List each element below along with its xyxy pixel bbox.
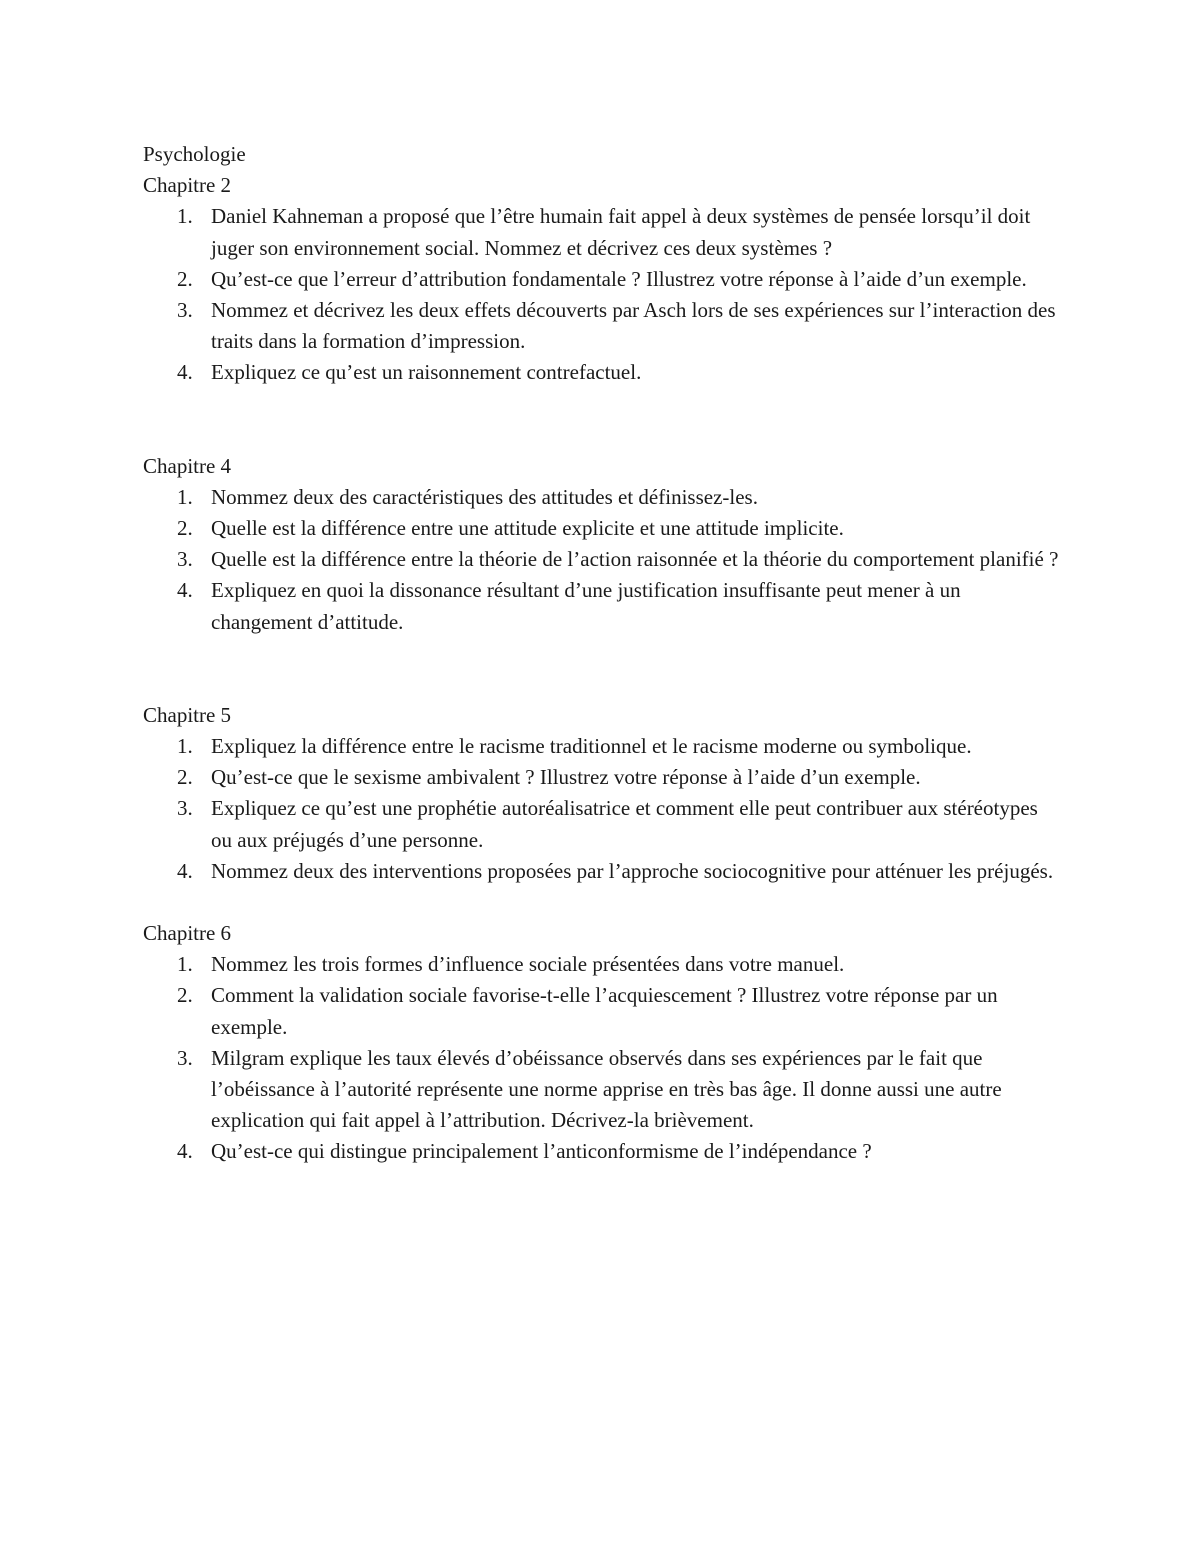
list-item <box>143 295 1063 357</box>
question-text: Quelle est la différence entre une attitude explicite et une attitude implicite. <box>211 516 844 541</box>
section-heading: Chapitre 6 <box>143 921 232 946</box>
list-item <box>143 1043 1063 1137</box>
question-number: 4. <box>177 1139 193 1164</box>
question-list <box>143 201 1063 388</box>
list-item <box>143 575 1063 637</box>
section-chapitre-2 <box>143 170 1063 388</box>
question-text: Comment la validation sociale favorise-t-elle l’acquiescement ? Illustrez votre réponse par un exemple. <box>211 983 998 1039</box>
list-item <box>143 762 1063 793</box>
list-item <box>143 264 1063 295</box>
document-title: Psychologie <box>143 142 246 166</box>
question-number: 2. <box>177 983 193 1008</box>
question-number: 1. <box>177 484 193 509</box>
question-number: 1. <box>177 952 193 977</box>
question-number: 2. <box>177 516 193 541</box>
question-text: Expliquez ce qu’est une prophétie autoréalisatrice et comment elle peut contribuer aux stéréotypes ou aux préjugés d’une personne. <box>211 796 1038 852</box>
question-number: 3. <box>177 796 193 821</box>
list-item <box>143 1136 1063 1167</box>
question-number: 3. <box>177 1045 193 1070</box>
question-number: 2. <box>177 765 193 790</box>
question-text: Qu’est-ce que l’erreur d’attribution fondamentale ? Illustrez votre réponse à l’aide d’un exemple. <box>211 266 1027 291</box>
list-item <box>143 482 1063 513</box>
question-text: Expliquez ce qu’est un raisonnement contrefactuel. <box>211 360 642 385</box>
list-item <box>143 856 1063 887</box>
section-heading: Chapitre 4 <box>143 453 232 478</box>
question-text: Daniel Kahneman a proposé que l’être humain fait appel à deux systèmes de pensée lorsqu’il doit juger son environnement social. Nommez et décrivez ces deux systèmes ? <box>211 204 1031 260</box>
question-number: 1. <box>177 734 193 759</box>
list-item <box>143 357 1063 388</box>
question-text: Nommez deux des caractéristiques des attitudes et définissez-les. <box>211 484 758 509</box>
document-page <box>143 139 1063 1168</box>
section-spacer <box>143 887 1063 918</box>
list-item <box>143 513 1063 544</box>
question-text: Expliquez en quoi la dissonance résultant d’une justification insuffisante peut mener à un changement d’attitude. <box>211 578 961 634</box>
list-item <box>143 949 1063 980</box>
question-text: Quelle est la différence entre la théorie de l’action raisonnée et la théorie du comportement planifié ? <box>211 547 1059 572</box>
section-chapitre-4 <box>143 451 1063 638</box>
question-list <box>143 482 1063 638</box>
section-heading: Chapitre 5 <box>143 702 232 727</box>
section-spacer <box>143 638 1063 700</box>
list-item <box>143 544 1063 575</box>
section-chapitre-6 <box>143 918 1063 1168</box>
question-number: 4. <box>177 578 193 603</box>
list-item <box>143 731 1063 762</box>
question-text: Expliquez la différence entre le racisme traditionnel et le racisme moderne ou symbolique. <box>211 734 972 759</box>
question-text: Nommez et décrivez les deux effets découverts par Asch lors de ses expériences sur l’interaction des traits dans la formation d’impression. <box>211 298 1056 354</box>
section-chapitre-5 <box>143 700 1063 887</box>
list-item <box>143 201 1063 263</box>
list-item <box>143 793 1063 855</box>
question-list <box>143 949 1063 1167</box>
question-text: Qu’est-ce qui distingue principalement l’anticonformisme de l’indépendance ? <box>211 1139 872 1164</box>
section-spacer <box>143 389 1063 451</box>
question-number: 1. <box>177 204 193 229</box>
question-number: 2. <box>177 266 193 291</box>
question-text: Nommez les trois formes d’influence sociale présentées dans votre manuel. <box>211 952 845 977</box>
question-number: 3. <box>177 298 193 323</box>
section-heading: Chapitre 2 <box>143 173 232 198</box>
question-text: Nommez deux des interventions proposées par l’approche sociocognitive pour atténuer les préjugés. <box>211 858 1054 883</box>
question-number: 3. <box>177 547 193 572</box>
question-text: Milgram explique les taux élevés d’obéissance observés dans ses expériences par le fait que l’obéissance à l’autorité représente une norme apprise en très bas âge. Il donne aussi une autre explication qui fait appel à l’attribution. Décrivez-la brièvement. <box>211 1045 1002 1133</box>
list-item <box>143 980 1063 1042</box>
question-text: Qu’est-ce que le sexisme ambivalent ? Illustrez votre réponse à l’aide d’un exemple. <box>211 765 921 790</box>
question-list <box>143 731 1063 887</box>
question-number: 4. <box>177 360 193 385</box>
question-number: 4. <box>177 858 193 883</box>
